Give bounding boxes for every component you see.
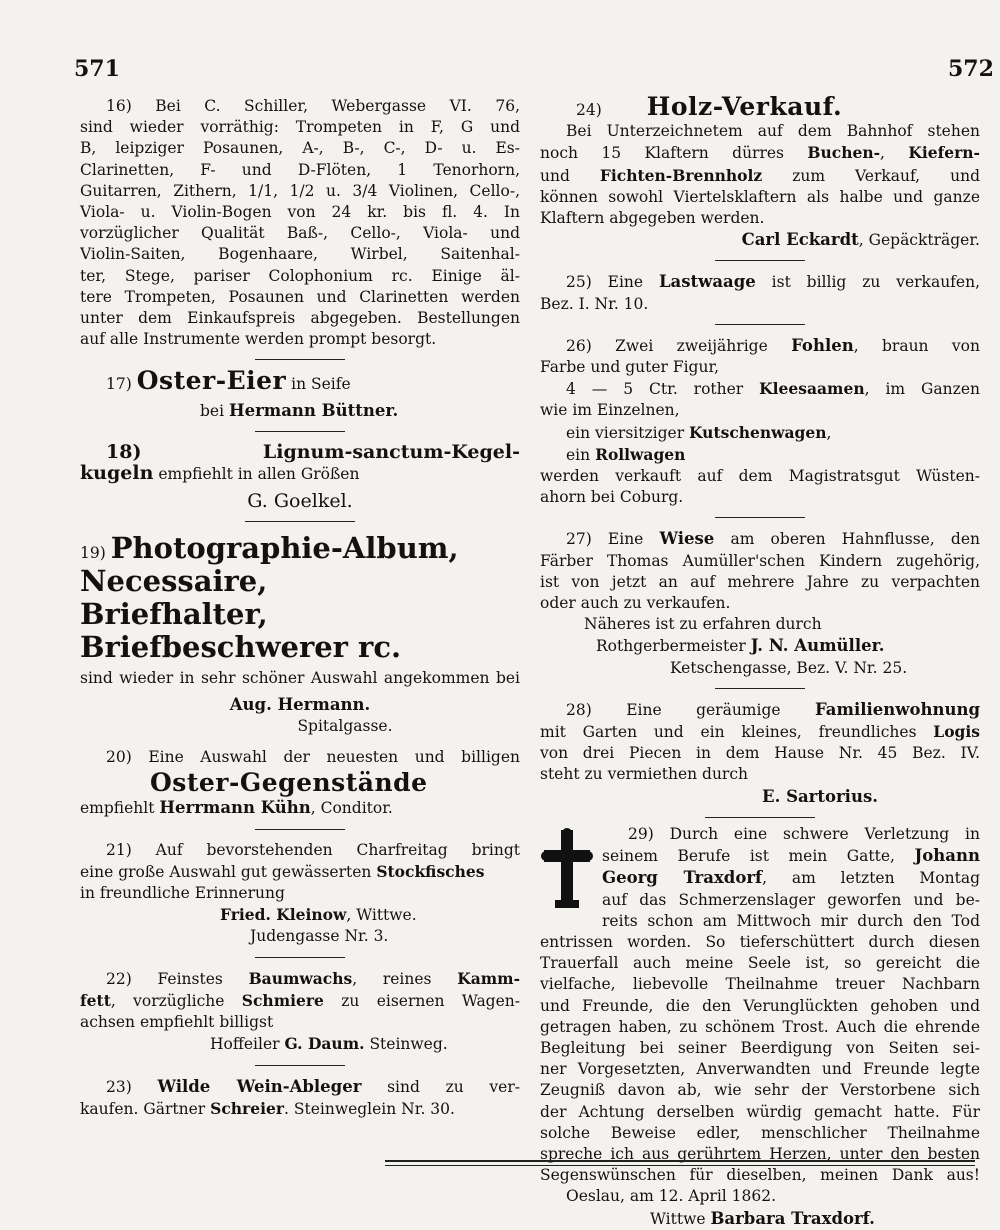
obituary-text: vielfache, liebevolle Theilnahme treuer Nachbarn — [540, 975, 980, 994]
obituary-text: Wittwe — [650, 1209, 706, 1228]
advert-headline: Briefhalter, Briefbeschwerer rc. — [80, 597, 402, 665]
advertiser-name: Aug. Hermann. — [229, 694, 371, 714]
divider — [715, 517, 805, 518]
advert-text: , reines — [352, 969, 432, 988]
deceased-name: Georg Traxdorf — [602, 868, 763, 888]
advert-keyword: Buchen- — [807, 143, 881, 163]
advert-keyword: Rollwagen — [595, 444, 686, 464]
advertiser-address: Spitalgasse. — [297, 716, 393, 735]
advert-text: 4 — 5 Ctr. rother — [566, 380, 744, 399]
advert-16-line: Guitarren, Zithern, 1/1, 1/2 u. 3/4 Violinen, Cello-, — [80, 181, 520, 200]
advert-headline: Holz-Verkauf. — [646, 92, 843, 121]
advert-text: 28) Eine geräumige — [566, 700, 781, 719]
advertiser-name: Fried. Kleinow — [220, 905, 347, 925]
advert-text: bei — [200, 401, 225, 420]
advert-16-line: Viola- u. Violin-Bogen von 24 kr. bis fl. 4. In — [80, 203, 520, 222]
advert-number: 19) — [80, 544, 106, 563]
advert-22 — [80, 968, 520, 1056]
advert-keyword: Familienwohnung — [815, 699, 980, 719]
advert-text: , Conditor. — [310, 799, 393, 818]
advert-text: werden verkauft auf dem Magistratsgut Wüsten- — [540, 467, 980, 486]
obituary-place-date: Oeslau, am 12. April 1862. — [566, 1187, 777, 1206]
advert-text: ein viersitziger — [566, 423, 685, 442]
advert-16-line: 16) Bei C. Schiller, Webergasse VI. 76, — [106, 97, 520, 115]
advert-20 — [80, 747, 520, 820]
deceased-name: Johann — [914, 846, 980, 866]
advert-text: können sowohl Viertelsklaftern als halbe und ganze — [540, 187, 980, 206]
advert-text: sind wieder in sehr schöner Auswahl angekommen bei — [80, 669, 520, 688]
advert-text: von drei Piecen in dem Hause Nr. 45 Bez. IV. — [540, 744, 980, 763]
advertiser-name: Schreier — [210, 1098, 284, 1118]
advert-16-line: Violin-Saiten, Bogenhaare, Wirbel, Saitenhal- — [80, 245, 520, 264]
obituary-text: der Achtung derselben würdig gemacht hatte. Für — [540, 1102, 980, 1121]
advertiser-address: Bez. I. Nr. 10. — [540, 294, 649, 313]
divider — [255, 431, 345, 432]
right-column — [540, 92, 981, 1230]
advertiser-address: . Steinweglein Nr. 30. — [284, 1099, 455, 1118]
obituary-text: Begleitung bei seiner Beerdigung von Seiten sei- — [540, 1038, 980, 1057]
advert-number: 24) — [576, 101, 602, 119]
divider — [255, 829, 345, 830]
advert-text: , Gepäckträger. — [858, 231, 980, 250]
advert-text: Färber Thomas Aumüller'schen Kindern zugehörig, — [540, 551, 980, 570]
advert-16-line: Clarinetten, F- und D-Flöten, 1 Tenorhorn, — [80, 160, 520, 179]
obituary-text: , am letzten Montag — [762, 869, 981, 888]
obituary-text: 29) Durch eine schwere Verletzung in — [628, 824, 980, 843]
left-column — [80, 96, 520, 1120]
divider — [715, 688, 805, 689]
divider — [715, 260, 805, 261]
advert-text: Klaftern abgegeben werden. — [540, 209, 765, 228]
advert-23 — [80, 1076, 520, 1120]
advert-16-line: B, leipziger Posaunen, A-, B-, C-, D- u. Es- — [80, 139, 520, 158]
advert-text: , — [880, 144, 885, 163]
advert-headline: kugeln — [80, 462, 154, 485]
advert-keyword: Baumwachs — [248, 968, 353, 988]
advertiser-name: G. Goelkel. — [247, 490, 353, 513]
advert-text: in freundliche Erinnerung — [80, 884, 285, 903]
advert-text: zu eisernen Wagen- — [341, 991, 520, 1010]
advert-text: mit Garten und ein kleines, freundliches — [540, 723, 917, 742]
advert-keyword: Lastwaage — [658, 272, 756, 292]
advert-text: wie im Einzelnen, — [540, 401, 680, 420]
advert-21 — [80, 840, 520, 948]
advert-keyword: Kiefern- — [908, 143, 980, 163]
obituary-text: entrissen worden. So tieferschüttert durch diesen — [540, 932, 980, 951]
advert-keyword: Logis — [933, 722, 980, 742]
advert-headline: Oster-Eier — [136, 366, 287, 396]
advert-text: noch 15 Klaftern dürres — [540, 144, 784, 163]
divider — [255, 359, 345, 360]
advert-text: 20) Eine Auswahl der neuesten und billigen — [106, 748, 520, 767]
advert-number: 23) — [106, 1077, 132, 1096]
advert-headline: Oster-Gegenstände — [150, 768, 428, 798]
bottom-rule — [385, 1165, 975, 1166]
page-number-right: 572 — [948, 56, 994, 82]
advert-16-line: unter dem Einkaufspreis abgegeben. Bestellungen — [80, 309, 520, 328]
divider — [245, 521, 355, 522]
advert-text: ahorn bei Coburg. — [540, 488, 684, 507]
advert-text: steht zu vermiethen durch — [540, 765, 749, 784]
advertiser-address: Ketschengasse, Bez. V. Nr. 25. — [670, 658, 908, 677]
advert-keyword: Stockfisches — [376, 861, 485, 881]
advert-16-line: vorzüglicher Qualität Baß-, Cello-, Viola- und — [80, 224, 520, 243]
divider — [705, 817, 815, 818]
advert-text: ein — [566, 445, 591, 464]
advert-27 — [540, 528, 980, 678]
advert-text: eine große Auswahl gut gewässerten — [80, 862, 372, 881]
obituary-text: auf das Schmerzenslager geworfen und be- — [602, 890, 980, 909]
advert-number: 17) — [106, 375, 132, 394]
obituary-text: Trauerfall auch meine Seele ist, so gereicht die — [540, 954, 980, 973]
advertiser-name: E. Sartorius. — [762, 786, 878, 806]
advert-25 — [540, 271, 980, 314]
advert-text: Farbe und guter Figur, — [540, 358, 720, 377]
advert-keyword: Schmiere — [241, 990, 324, 1010]
advert-text: achsen empfiehlt billigst — [80, 1013, 274, 1032]
advert-keyword: Fohlen — [791, 335, 854, 355]
advert-text: , — [826, 423, 832, 442]
advertiser-name: Herrmann Kühn — [159, 798, 311, 818]
advertiser-name: J. N. Aumüller. — [750, 636, 885, 656]
obituary-text: getragen haben, zu schönem Trost. Auch die ehrende — [540, 1017, 980, 1036]
obituary-text: solche Beweise edler, menschlicher Theilnahme — [540, 1123, 980, 1142]
advert-text: 21) Auf bevorstehenden Charfreitag bringt — [106, 840, 520, 859]
advert-text: 25) Eine — [566, 273, 644, 292]
advert-text: Näheres ist zu erfahren durch — [584, 615, 822, 634]
page-number-left: 571 — [74, 56, 120, 82]
obituary-text: ner Vorgesetzten, Anverwandten und Freunde legte — [540, 1060, 980, 1079]
advert-text: kaufen. Gärtner — [80, 1099, 206, 1118]
bottom-rule — [385, 1160, 975, 1162]
advert-text: , vorzügliche — [110, 991, 225, 1010]
advert-16 — [80, 96, 520, 350]
advert-keyword: Kutschenwagen — [689, 422, 827, 442]
obituary-text: spreche ich aus gerührtem Herzen, unter den besten — [540, 1144, 980, 1163]
advert-text: am oberen Hahnflusse, den — [730, 530, 980, 549]
obituary-text: Segenswünschen für dieselben, meinen Dank aus! — [540, 1166, 980, 1185]
advert-text: ist billig zu verkaufen, — [771, 273, 980, 292]
advert-keyword: Fichten-Brennholz — [599, 165, 763, 185]
advert-26 — [540, 335, 980, 509]
cross-icon — [540, 828, 594, 910]
advert-18 — [80, 442, 520, 513]
advert-keyword: Kamm- — [457, 968, 520, 988]
advert-keyword: Wiese — [659, 529, 715, 549]
advert-17 — [80, 366, 520, 421]
advert-text: empfiehlt in allen Größen — [158, 465, 360, 484]
advertiser-address: Judengasse Nr. 3. — [250, 927, 389, 946]
advertiser-name: Hermann Büttner. — [229, 400, 399, 420]
advert-16-line: auf alle Instrumente werden prompt besorgt. — [80, 330, 437, 349]
advert-headline: Photographie-Album, Necessaire, — [80, 531, 459, 599]
divider — [255, 957, 345, 958]
advert-text: , im Ganzen — [864, 380, 980, 399]
obituary-text: seinem Berufe ist mein Gatte, — [602, 847, 895, 866]
advert-text: empfiehlt — [80, 799, 155, 818]
advert-text: , braun von — [853, 336, 980, 355]
obituary-text: und Freunde, die den Verunglückten gehoben und — [540, 996, 980, 1015]
advert-text: 27) Eine — [566, 530, 644, 549]
advert-headline: 18) Lignum-sanctum-Kegel- — [106, 440, 520, 463]
divider — [255, 1065, 345, 1066]
advert-keyword: Kleesaamen — [759, 379, 865, 399]
advert-text: 22) Feinstes — [106, 969, 223, 988]
advertiser-name: G. Daum. — [284, 1034, 365, 1054]
advert-text: 26) Zwei zweijährige — [566, 336, 768, 355]
advertiser-address: Steinweg. — [369, 1035, 448, 1054]
advert-16-line: sind wieder vorräthig: Trompeten in F, G und — [80, 118, 520, 137]
advert-16-line: ter, Stege, pariser Colophonium rc. Einige äl- — [80, 266, 520, 285]
divider — [715, 324, 805, 325]
obituary-text: reits schon am Mittwoch mir durch den Tod — [602, 911, 980, 930]
advert-28 — [540, 699, 980, 808]
advert-29-obituary — [540, 824, 980, 1230]
advert-text: Bei Unterzeichnetem auf dem Bahnhof stehen — [566, 122, 980, 141]
advert-text: in Seife — [291, 375, 351, 394]
advert-16-line: tere Trompeten, Posaunen und Clarinetten werden — [80, 287, 520, 306]
advert-text: ist von jetzt an auf mehrere Jahre zu verpachten — [540, 572, 980, 591]
advert-text: sind zu ver- — [387, 1077, 520, 1096]
advert-text: zum Verkauf, und — [792, 166, 980, 185]
advertiser-name: Carl Eckardt — [741, 230, 859, 250]
advert-24 — [540, 92, 980, 251]
advert-text: Rothgerbermeister — [596, 637, 746, 656]
advert-text: Hoffeiler — [210, 1035, 280, 1054]
advert-keyword: Wilde Wein-Ableger — [157, 1076, 362, 1096]
obituary-signature: Barbara Traxdorf. — [710, 1208, 875, 1228]
advert-text: , Wittwe. — [346, 906, 417, 925]
advert-keyword: fett — [80, 990, 111, 1010]
advert-text: und — [540, 166, 570, 185]
obituary-text: Zeugniß davon ab, wie sehr der Verstorbene sich — [540, 1081, 980, 1100]
advert-text: oder auch zu verkaufen. — [540, 594, 731, 613]
advert-19 — [80, 532, 520, 737]
